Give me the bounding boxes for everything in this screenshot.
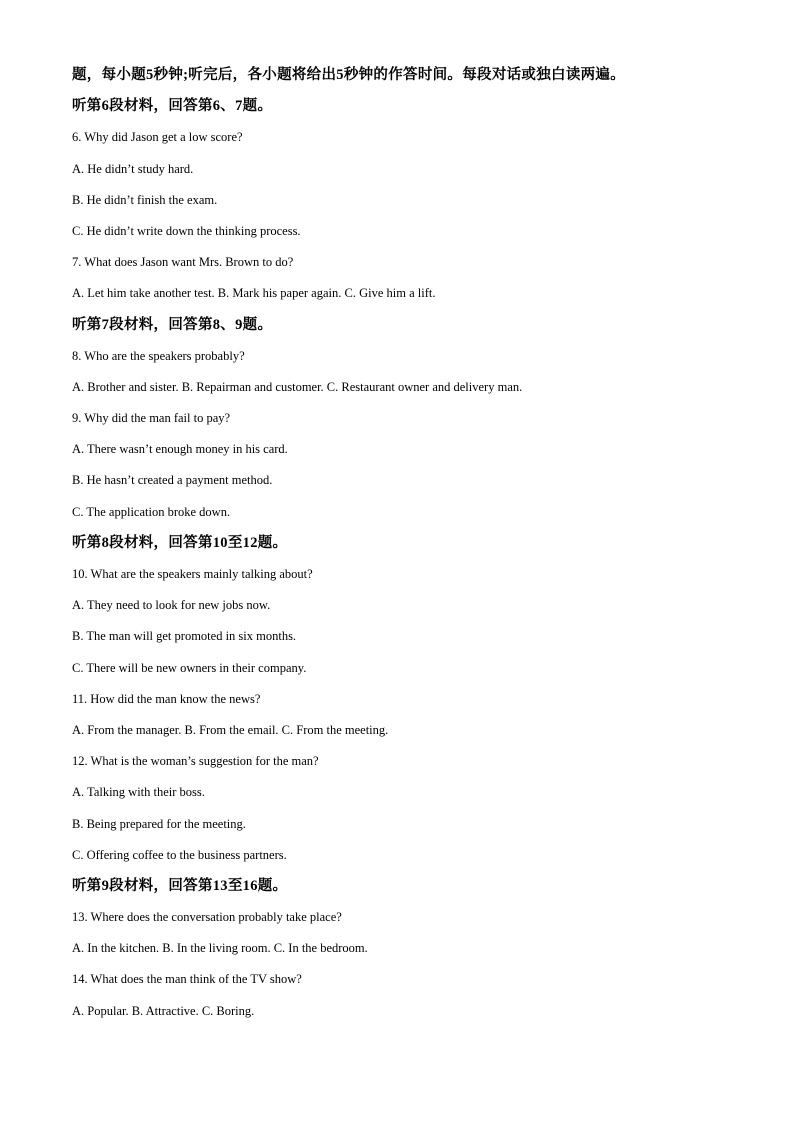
question-10: 10. What are the speakers mainly talking about? [72, 567, 313, 581]
option-9b: B. He hasn’t created a payment method. [72, 473, 273, 488]
instruction-line: 题，每小题5秒钟;听完后，各小题将给出5秒钟的作答时间。每段对话或独白读两遍。 [72, 67, 626, 83]
options-11: A. From the manager. B. From the email. C. From the meeting. [72, 722, 389, 737]
option-6b: B. He didn’t finish the exam. [72, 192, 218, 207]
section-heading-8: 听第8段材料，回答第10至12题。 [72, 534, 288, 551]
question-13: 13. Where does the conversation probably take place? [72, 910, 342, 925]
option-6a: A. He didn’t study hard. [72, 161, 194, 176]
option-10a: A. They need to look for new jobs now. [72, 598, 271, 613]
option-9a: A. There wasn’t enough money in his card. [72, 442, 288, 457]
exam-page [72, 64, 722, 1031]
option-12a: A. Talking with their boss. [72, 785, 205, 800]
option-10b: B. The man will get promoted in six months. [72, 629, 297, 644]
option-12b: B. Being prepared for the meeting. [72, 816, 246, 831]
option-9c: C. The application broke down. [72, 504, 231, 519]
question-11: 11. How did the man know the news? [72, 691, 261, 706]
option-12c: C. Offering coffee to the business partners. [72, 847, 287, 862]
section-heading-6: 听第6段材料，回答第6、7题。 [72, 98, 273, 115]
option-10c: C. There will be new owners in their company. [72, 660, 307, 675]
option-6c: C. He didn’t write down the thinking process. [72, 223, 301, 238]
options-8: A. Brother and sister. B. Repairman and customer. C. Restaurant owner and delivery man. [72, 379, 523, 394]
question-6: 6. Why did Jason get a low score? [72, 130, 243, 145]
options-13: A. In the kitchen. B. In the living room. C. In the bedroom. [72, 941, 368, 956]
section-heading-9: 听第9段材料，回答第13至16题。 [72, 877, 288, 894]
question-9: 9. Why did the man fail to pay? [72, 411, 231, 426]
options-7: A. Let him take another test. B. Mark his paper again. C. Give him a lift. [72, 286, 436, 301]
question-14: 14. What does the man think of the TV show? [72, 972, 302, 987]
section-heading-7: 听第7段材料，回答第8、9题。 [72, 316, 273, 333]
question-8: 8. Who are the speakers probably? [72, 348, 245, 363]
question-7: 7. What does Jason want Mrs. Brown to do? [72, 255, 294, 270]
options-14: A. Popular. B. Attractive. C. Boring. [72, 1003, 255, 1018]
question-12: 12. What is the woman’s suggestion for the man? [72, 754, 319, 769]
